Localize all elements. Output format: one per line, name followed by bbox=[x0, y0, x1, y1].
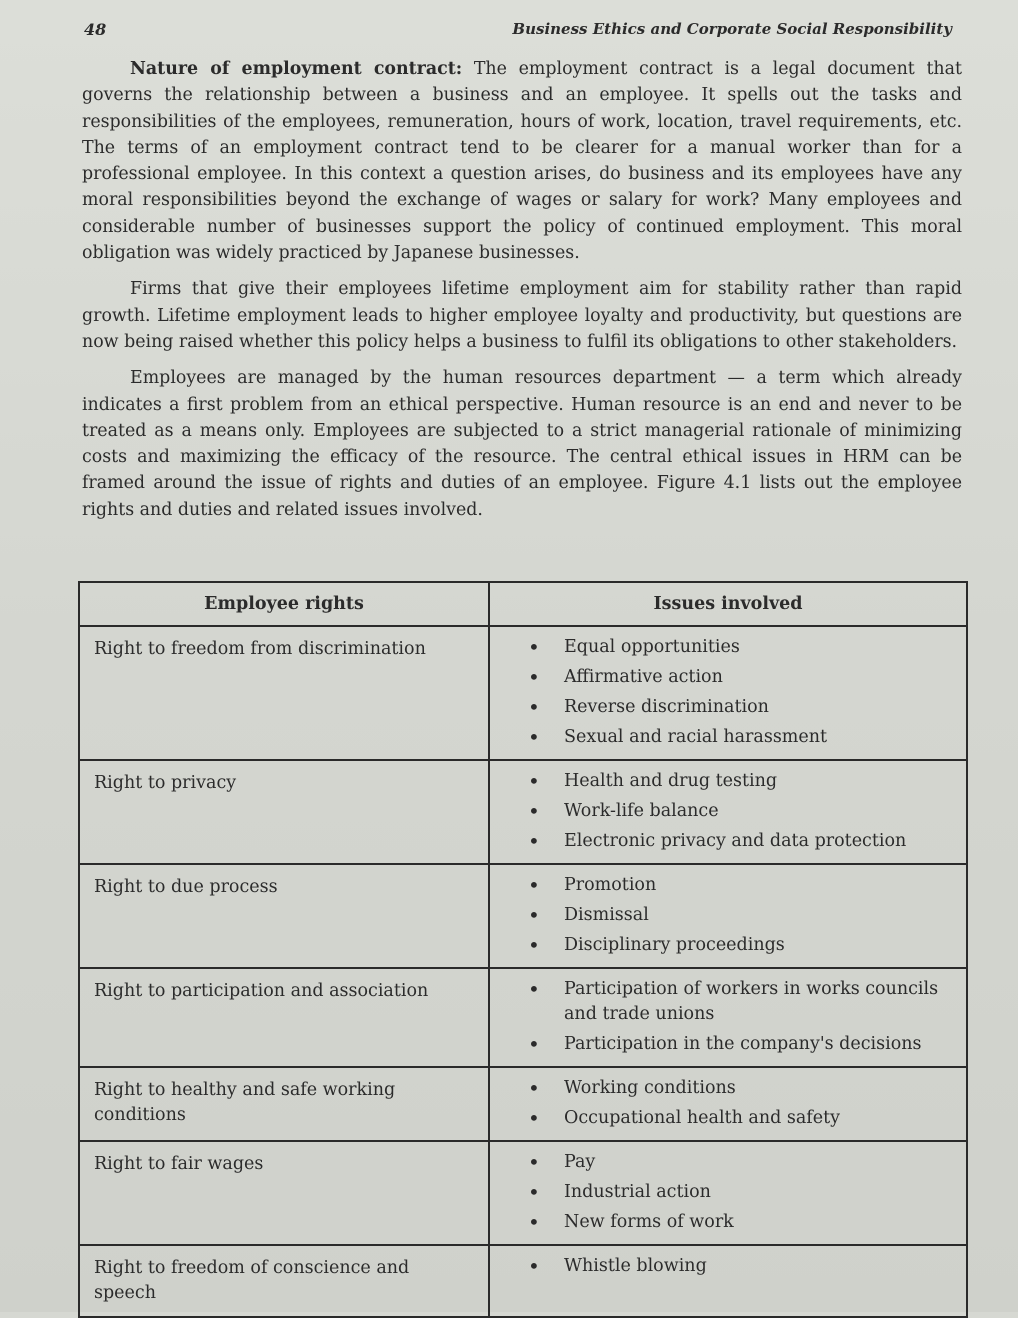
issues-list bbox=[528, 635, 952, 750]
employee-rights-table bbox=[78, 581, 968, 1318]
issues-cell bbox=[489, 1245, 967, 1317]
right-cell: Right to freedom from discrimination bbox=[79, 626, 489, 760]
paragraph-text: The employment contract is a legal document that governs the relationship between a business and an employee. It spells out the tasks and responsibilities of the employees, remuneration, hours of work, location, travel requirements, etc. The terms of an employment contract tend to be clearer for a manual worker than for a professional employee. In this context a question arises, do business and its employees have any moral responsibilities beyond the exchange of wages or salary for work? Many employees and considerable number of businesses support the policy of continued employment. This moral obligation was widely practiced by Japanese businesses. bbox=[82, 59, 962, 264]
issue-item: • Work-life balance bbox=[528, 799, 952, 824]
issues-cell bbox=[489, 760, 967, 864]
paragraph-lifetime-employment bbox=[82, 276, 962, 355]
page-number: 48 bbox=[84, 20, 107, 39]
paragraph-text: Firms that give their employees lifetime employment aim for stability rather than rapid growth. Lifetime employment leads to higher employee loyalty and productivity, but questions are now being raised whether this policy helps a business to fulfil its obligations to other stakeholders. bbox=[82, 279, 962, 352]
table-row bbox=[79, 1245, 967, 1317]
right-cell: Right to freedom of conscience and speech bbox=[79, 1245, 489, 1317]
column-header-issues-involved: Issues involved bbox=[489, 582, 967, 626]
issues-list bbox=[528, 873, 952, 958]
issue-item: • Health and drug testing bbox=[528, 769, 952, 794]
table-row bbox=[79, 1141, 967, 1245]
issue-item: • Sexual and racial harassment bbox=[528, 725, 952, 750]
issue-item: • New forms of work bbox=[528, 1210, 952, 1235]
right-cell: Right to privacy bbox=[79, 760, 489, 864]
issue-item: • Working conditions bbox=[528, 1076, 952, 1101]
paragraph-lead-in: Nature of employment contract: bbox=[130, 59, 463, 79]
page-header bbox=[84, 14, 952, 44]
issues-list bbox=[528, 977, 952, 1057]
right-cell: Right to healthy and safe working conditions bbox=[79, 1067, 489, 1141]
body-text bbox=[82, 56, 962, 533]
issues-list bbox=[528, 1150, 952, 1235]
issues-cell bbox=[489, 626, 967, 760]
issue-item: • Dismissal bbox=[528, 903, 952, 928]
table-row bbox=[79, 864, 967, 968]
issue-item: • Participation in the company's decisions bbox=[528, 1032, 952, 1057]
paragraph-text: Employees are managed by the human resources department — a term which already indicates a first problem from an ethical perspective. Human resource is an end and never to be treated as a means only. Employees are subjected to a strict managerial rationale of minimizing costs and maximizing the efficacy of the resource. The central ethical issues in HRM can be framed around the issue of rights and duties of an employee. Figure 4.1 lists out the employee rights and duties and related issues involved. bbox=[82, 368, 962, 520]
issue-item: • Promotion bbox=[528, 873, 952, 898]
right-cell: Right to due process bbox=[79, 864, 489, 968]
issue-item: • Occupational health and safety bbox=[528, 1106, 952, 1131]
issues-list bbox=[528, 1076, 952, 1131]
issue-item: • Whistle blowing bbox=[528, 1254, 952, 1279]
paragraph-employment-contract bbox=[82, 56, 962, 266]
issue-item: • Electronic privacy and data protection bbox=[528, 829, 952, 854]
issues-cell bbox=[489, 1141, 967, 1245]
issues-cell bbox=[489, 968, 967, 1067]
right-cell: Right to fair wages bbox=[79, 1141, 489, 1245]
issue-item: • Affirmative action bbox=[528, 665, 952, 690]
issue-item: • Industrial action bbox=[528, 1180, 952, 1205]
column-header-employee-rights: Employee rights bbox=[79, 582, 489, 626]
issue-item: • Participation of workers in works councils and trade unions bbox=[528, 977, 952, 1027]
issue-item: • Pay bbox=[528, 1150, 952, 1175]
issues-cell bbox=[489, 864, 967, 968]
table-row bbox=[79, 1067, 967, 1141]
issue-item: • Reverse discrimination bbox=[528, 695, 952, 720]
paragraph-human-resources bbox=[82, 365, 962, 523]
issues-cell bbox=[489, 1067, 967, 1141]
table-row bbox=[79, 760, 967, 864]
table-row bbox=[79, 626, 967, 760]
issue-item: • Equal opportunities bbox=[528, 635, 952, 660]
issue-item: • Disciplinary proceedings bbox=[528, 933, 952, 958]
table-header-row bbox=[79, 582, 967, 626]
issues-list bbox=[528, 1254, 952, 1279]
running-head: Business Ethics and Corporate Social Responsibility bbox=[512, 20, 952, 38]
right-cell: Right to participation and association bbox=[79, 968, 489, 1067]
issues-list bbox=[528, 769, 952, 854]
table-row bbox=[79, 968, 967, 1067]
